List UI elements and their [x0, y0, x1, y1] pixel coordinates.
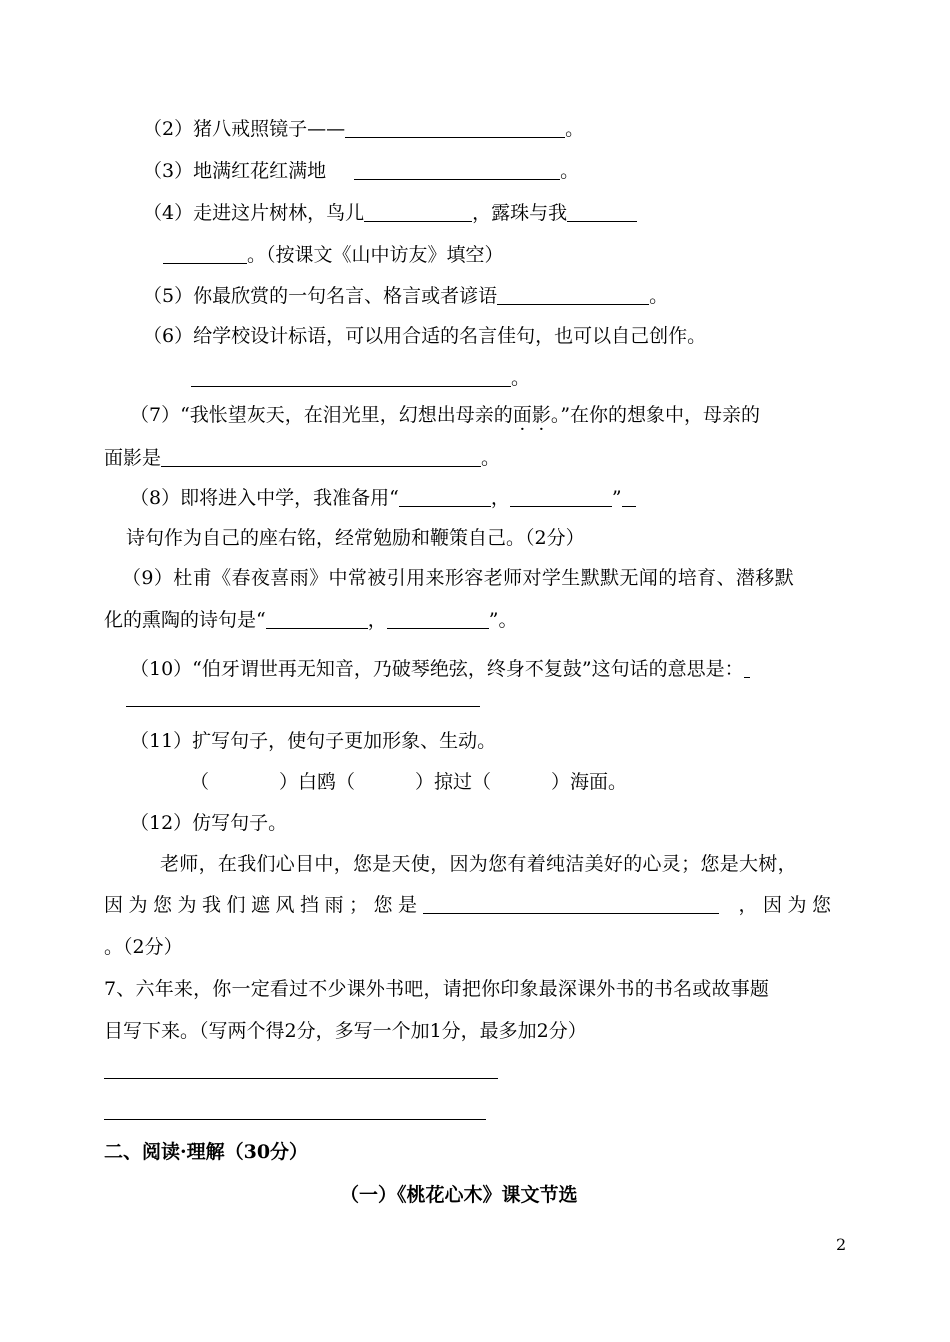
answer-line[interactable]: [126, 706, 480, 707]
answer-line[interactable]: [104, 1119, 486, 1120]
section-title: 二、阅读·理解（30分）: [104, 1141, 309, 1163]
question-6: （6）给学校设计标语，可以用合适的名言佳句，也可以自己创作。: [143, 325, 707, 347]
question-6-answer: 。: [191, 366, 530, 390]
answer-blank[interactable]: [423, 893, 719, 914]
answer-line[interactable]: [104, 1078, 498, 1079]
question-7-books-cont: 目写下来。（写两个得2分，多写一个加1分，最多加2分）: [104, 1020, 587, 1042]
question-4: （4）走进这片树林，鸟儿 ，露珠与我: [143, 201, 637, 225]
question-12-cont: 因为您为我们遮风挡雨；您是 ，因为您: [104, 894, 837, 916]
question-7-cont: 面影是 。: [104, 447, 501, 469]
answer-blank[interactable]: [163, 243, 247, 264]
answer-blank[interactable]: [191, 366, 511, 387]
question-9-cont: 化的熏陶的诗句是“ ， ”。: [104, 609, 518, 631]
question-12: （12）仿写句子。: [130, 812, 288, 834]
question-8-cont: 诗句作为自己的座右铭，经常勉励和鞭策自己。（2分）: [126, 527, 585, 549]
answer-blank[interactable]: [266, 608, 368, 629]
answer-blank[interactable]: [354, 159, 560, 180]
answer-blank[interactable]: [364, 201, 472, 222]
question-8: （8）即将进入中学，我准备用“ ， ”: [130, 486, 636, 510]
question-9: （9）杜甫《春夜喜雨》中常被引用来形容老师对学生默默无闻的培育、潜移默: [122, 567, 795, 589]
question-7-books: 7、六年来，你一定看过不少课外书吧，请把你印象最深课外书的书名或故事题: [104, 978, 770, 1000]
answer-blank[interactable]: [567, 201, 637, 222]
section-subtitle: （一）《桃花心木》课文节选: [340, 1184, 578, 1206]
answer-blank[interactable]: [161, 446, 481, 467]
answer-blank[interactable]: [497, 284, 649, 305]
question-5: （5）你最欣赏的一句名言、格言或者谚语 。: [143, 285, 669, 307]
question-12-example: 老师，在我们心目中，您是天使，因为您有着纯洁美好的心灵；您是大树，: [160, 853, 797, 875]
question-3: （3）地满红花红满地 。: [143, 160, 580, 182]
question-11-sentence: （ ）白鸥（ ）掠过（ ）海面。: [190, 771, 628, 793]
answer-blank[interactable]: [387, 608, 489, 629]
question-7: （7）“我怅望灰天，在泪光里，幻想出母亲的面影。”在你的想象中，母亲的: [130, 404, 761, 426]
question-4-cont: 。（按课文《山中访友》填空）: [163, 243, 504, 267]
answer-blank[interactable]: [510, 486, 612, 507]
answer-blank[interactable]: [345, 117, 565, 138]
question-10: （10）“伯牙谓世再无知音，乃破琴绝弦，终身不复鼓”这句话的意思是：: [130, 657, 750, 681]
question-2: （2）猪八戒照镜子—— 。: [143, 118, 585, 140]
question-12-end: 。（2分）: [104, 936, 183, 958]
question-11: （11）扩写句子，使句子更加形象、生动。: [130, 730, 497, 752]
answer-blank[interactable]: [399, 486, 491, 507]
page-number: 2: [836, 1235, 847, 1254]
